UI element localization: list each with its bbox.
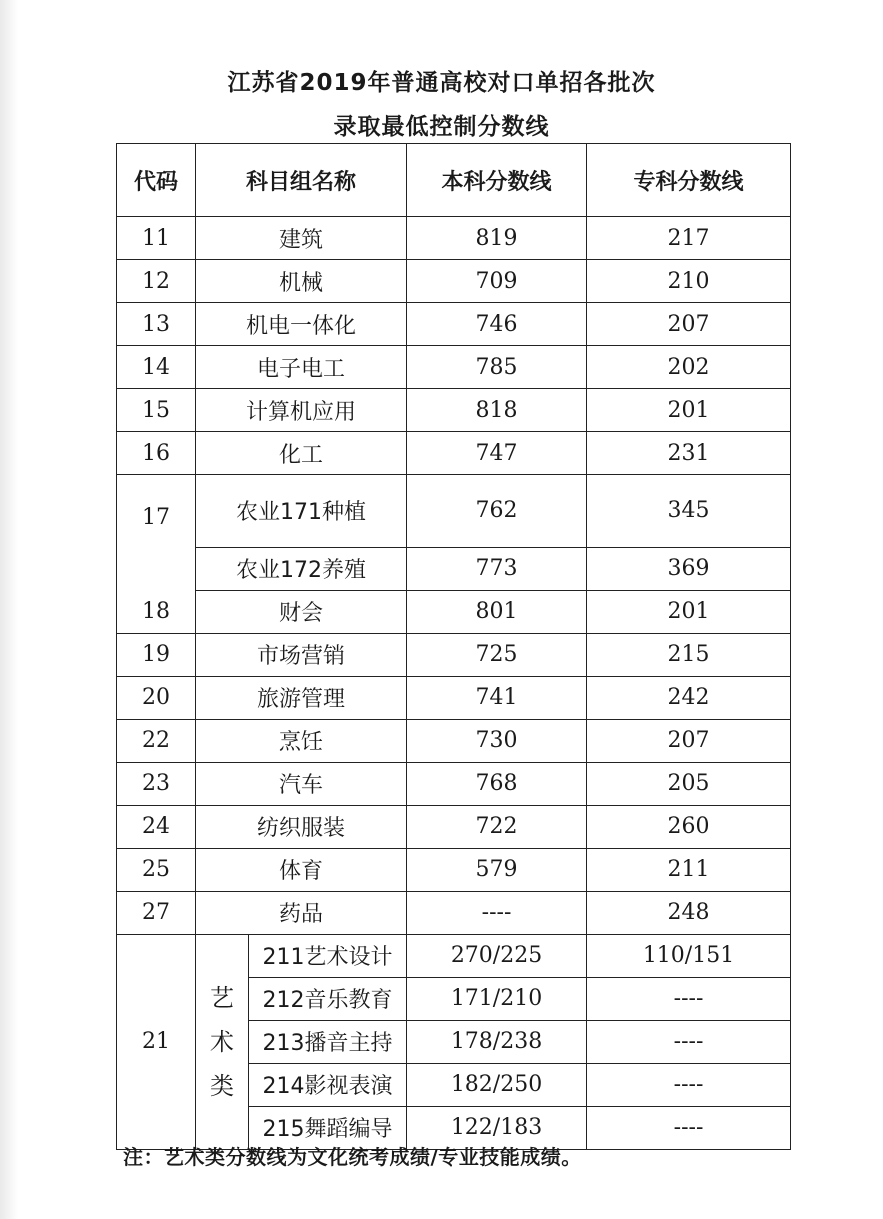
code-cell: 11 [117, 217, 196, 260]
college-score-cell: 207 [587, 719, 791, 762]
code-cell: 18 [117, 590, 196, 633]
code-cell: 14 [117, 346, 196, 389]
header-bachelor-score: 本科分数线 [407, 144, 587, 217]
code-cell: 23 [117, 762, 196, 805]
footnote: 注：艺术类分数线为文化统考成绩/专业技能成绩。 [123, 1145, 582, 1169]
bachelor-score-cell: 801 [407, 590, 587, 633]
header-code: 代码 [117, 144, 196, 217]
college-score-cell: 345 [587, 475, 791, 548]
college-score-cell: 202 [587, 346, 791, 389]
bachelor-score-cell: 818 [407, 389, 587, 432]
art-category-cell [196, 934, 249, 1149]
page-edge-shadow [0, 0, 18, 1219]
code-cell: 27 [117, 891, 196, 934]
subject-name-cell: 财会 [196, 590, 407, 633]
bachelor-score-cell: 741 [407, 676, 587, 719]
bachelor-score-cell: 722 [407, 805, 587, 848]
subject-name-cell: 农业172养殖 [196, 547, 407, 590]
code-cell: 13 [117, 303, 196, 346]
table-row [117, 303, 791, 346]
art-bachelor-score-cell: 182/250 [407, 1063, 587, 1106]
table-row [117, 260, 791, 303]
art-code-cell: 21 [117, 934, 196, 1149]
college-score-cell: 231 [587, 432, 791, 475]
art-college-score-cell: ---- [587, 1063, 791, 1106]
bachelor-score-cell: 730 [407, 719, 587, 762]
art-college-score-cell: 110/151 [587, 934, 791, 977]
code-cell [117, 547, 196, 590]
table-row [117, 676, 791, 719]
subject-name-cell: 机械 [196, 260, 407, 303]
college-score-cell: 369 [587, 547, 791, 590]
subject-name-cell: 市场营销 [196, 633, 407, 676]
art-bachelor-score-cell: 270/225 [407, 934, 587, 977]
art-category-char: 类 [210, 1071, 234, 1100]
table-row [117, 590, 791, 633]
college-score-cell: 248 [587, 891, 791, 934]
art-bachelor-score-cell: 171/210 [407, 977, 587, 1020]
table-row [117, 891, 791, 934]
college-score-cell: 260 [587, 805, 791, 848]
art-category-char: 艺 [210, 983, 234, 1012]
college-score-cell: 201 [587, 590, 791, 633]
college-score-cell: 207 [587, 303, 791, 346]
art-college-score-cell: ---- [587, 1020, 791, 1063]
bachelor-score-cell: 773 [407, 547, 587, 590]
table-row [117, 805, 791, 848]
art-subject-name-cell: 215舞蹈编导 [249, 1106, 407, 1149]
college-score-cell: 210 [587, 260, 791, 303]
table-row [117, 633, 791, 676]
table-row [117, 475, 791, 548]
subject-name-cell: 体育 [196, 848, 407, 891]
subject-name-cell: 纺织服装 [196, 805, 407, 848]
table-row [117, 547, 791, 590]
bachelor-score-cell: 785 [407, 346, 587, 389]
table-row [117, 346, 791, 389]
document-title: 江苏省2019年普通高校对口单招各批次 [227, 70, 656, 96]
college-score-cell: 211 [587, 848, 791, 891]
subject-name-cell: 旅游管理 [196, 676, 407, 719]
code-cell: 25 [117, 848, 196, 891]
bachelor-score-cell: 579 [407, 848, 587, 891]
code-cell: 20 [117, 676, 196, 719]
art-college-score-cell: ---- [587, 1106, 791, 1149]
bachelor-score-cell: ---- [407, 891, 587, 934]
art-bachelor-score-cell: 178/238 [407, 1020, 587, 1063]
art-college-score-cell: ---- [587, 977, 791, 1020]
code-cell: 15 [117, 389, 196, 432]
bachelor-score-cell: 709 [407, 260, 587, 303]
subject-name-cell: 电子电工 [196, 346, 407, 389]
college-score-cell: 242 [587, 676, 791, 719]
bachelor-score-cell: 762 [407, 475, 587, 548]
table-row [117, 848, 791, 891]
subject-name-cell: 建筑 [196, 217, 407, 260]
score-table [116, 143, 791, 1150]
table-row [117, 389, 791, 432]
bachelor-score-cell: 747 [407, 432, 587, 475]
art-subject-name-cell: 212音乐教育 [249, 977, 407, 1020]
header-subject-group: 科目组名称 [196, 144, 407, 217]
college-score-cell: 201 [587, 389, 791, 432]
table-row [117, 762, 791, 805]
subject-name-cell: 化工 [196, 432, 407, 475]
bachelor-score-cell: 746 [407, 303, 587, 346]
art-subject-name-cell: 211艺术设计 [249, 934, 407, 977]
subject-name-cell: 农业171种植 [196, 475, 407, 548]
code-cell: 16 [117, 432, 196, 475]
table-header-row [117, 144, 791, 217]
art-category-char: 术 [210, 1027, 234, 1056]
header-college-score: 专科分数线 [587, 144, 791, 217]
score-table-body [117, 144, 791, 1150]
art-subject-name-cell: 214影视表演 [249, 1063, 407, 1106]
bachelor-score-cell: 768 [407, 762, 587, 805]
code-cell: 12 [117, 260, 196, 303]
table-row [117, 432, 791, 475]
subject-name-cell: 汽车 [196, 762, 407, 805]
art-table-row [117, 934, 791, 977]
art-bachelor-score-cell: 122/183 [407, 1106, 587, 1149]
college-score-cell: 215 [587, 633, 791, 676]
bachelor-score-cell: 819 [407, 217, 587, 260]
table-row [117, 719, 791, 762]
college-score-cell: 205 [587, 762, 791, 805]
art-subject-name-cell: 213播音主持 [249, 1020, 407, 1063]
subject-name-cell: 药品 [196, 891, 407, 934]
college-score-cell: 217 [587, 217, 791, 260]
code-cell: 24 [117, 805, 196, 848]
subject-name-cell: 烹饪 [196, 719, 407, 762]
document-subtitle: 录取最低控制分数线 [333, 114, 550, 140]
bachelor-score-cell: 725 [407, 633, 587, 676]
code-cell: 17 [117, 475, 196, 548]
table-row [117, 217, 791, 260]
subject-name-cell: 计算机应用 [196, 389, 407, 432]
subject-name-cell: 机电一体化 [196, 303, 407, 346]
code-cell: 19 [117, 633, 196, 676]
code-cell: 22 [117, 719, 196, 762]
